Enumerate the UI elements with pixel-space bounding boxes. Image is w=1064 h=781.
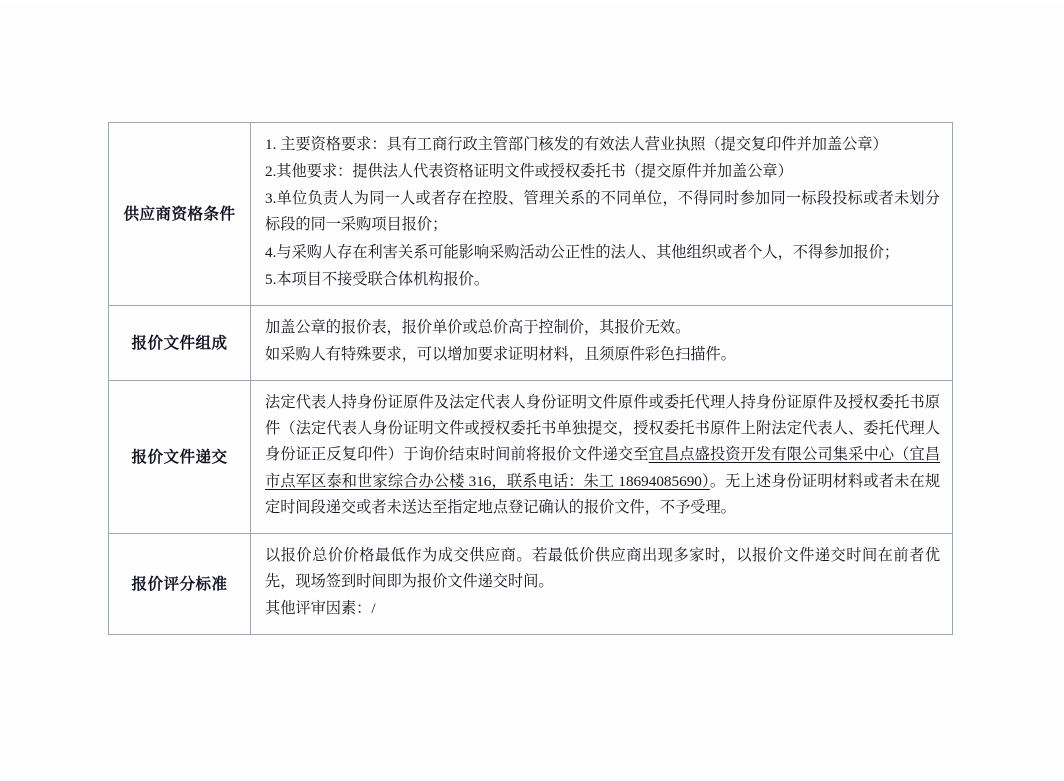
submission-text-part-3: 。无上述身份证明材料或者未在规定时间段递交或者未送达至指定地点登记确认的报价文件，不予受理。 (265, 472, 941, 516)
row-content-quotation-composition (251, 305, 953, 380)
row-label-scoring-standard: 报价评分标准 (109, 533, 251, 634)
row-label-quotation-composition: 报价文件组成 (109, 305, 251, 380)
content-paragraph (265, 390, 940, 521)
table-row (109, 533, 953, 634)
content-line: 以报价总价价格最低作为成交供应商。若最低价供应商出现多家时，以报价文件递交时间在前者优先，现场签到时间即为报价文件递交时间。 (265, 546, 940, 590)
row-label-quotation-submission: 报价文件递交 (109, 381, 251, 534)
row-label-supplier-qualification: 供应商资格条件 (109, 123, 251, 306)
table-row (109, 381, 953, 534)
content-line: 4.与采购人存在利害关系可能影响采购活动公正性的法人、其他组织或者个人，不得参加报价； (265, 243, 900, 261)
content-line: 5.本项目不接受联合体机构报价。 (265, 270, 490, 288)
page-top-edge (0, 0, 1064, 2)
row-content-supplier-qualification (251, 123, 953, 306)
row-content-quotation-submission (251, 381, 953, 534)
content-line: 2.其他要求：提供法人代表资格证明文件或授权委托书（提交原件并加盖公章） (265, 163, 793, 181)
submission-contact-underlined: 宜昌点盛投资开发有限公司集采中心（宜昌市点军区泰和世家综合办公楼 316，联系电话：朱工 18694085690） (265, 446, 941, 490)
content-line: 其他评审因素：/ (265, 600, 376, 618)
requirements-table (108, 122, 953, 635)
table-row (109, 305, 953, 380)
submission-text-part-1: 法定代表人持身份证原件及法定代表人身份证明文件原件或委托代理人持身份证原件及授权委托书原件（法定代表人身份证明文件或授权委托书单独提交，授权委托书原件上附法定代表人、委托代理人身份证正反复印件）于询价结束时间前将报价文件递交至 (265, 394, 940, 464)
table-row (109, 123, 953, 306)
content-line: 3.单位负责人为同一人或者存在控股、管理关系的不同单位，不得同时参加同一标段投标或者未划分标段的同一采购项目报价； (265, 190, 940, 234)
content-line: 1. 主要资格要求：具有工商行政主管部门核发的有效法人营业执照（提交复印件并加盖公章） (265, 136, 888, 153)
content-line: 如采购人有特殊要求，可以增加要求证明材料，且须原件彩色扫描件。 (265, 345, 736, 363)
content-line: 加盖公章的报价表，报价单价或总价高于控制价，其报价无效。 (265, 318, 691, 336)
row-content-scoring-standard (251, 533, 953, 634)
